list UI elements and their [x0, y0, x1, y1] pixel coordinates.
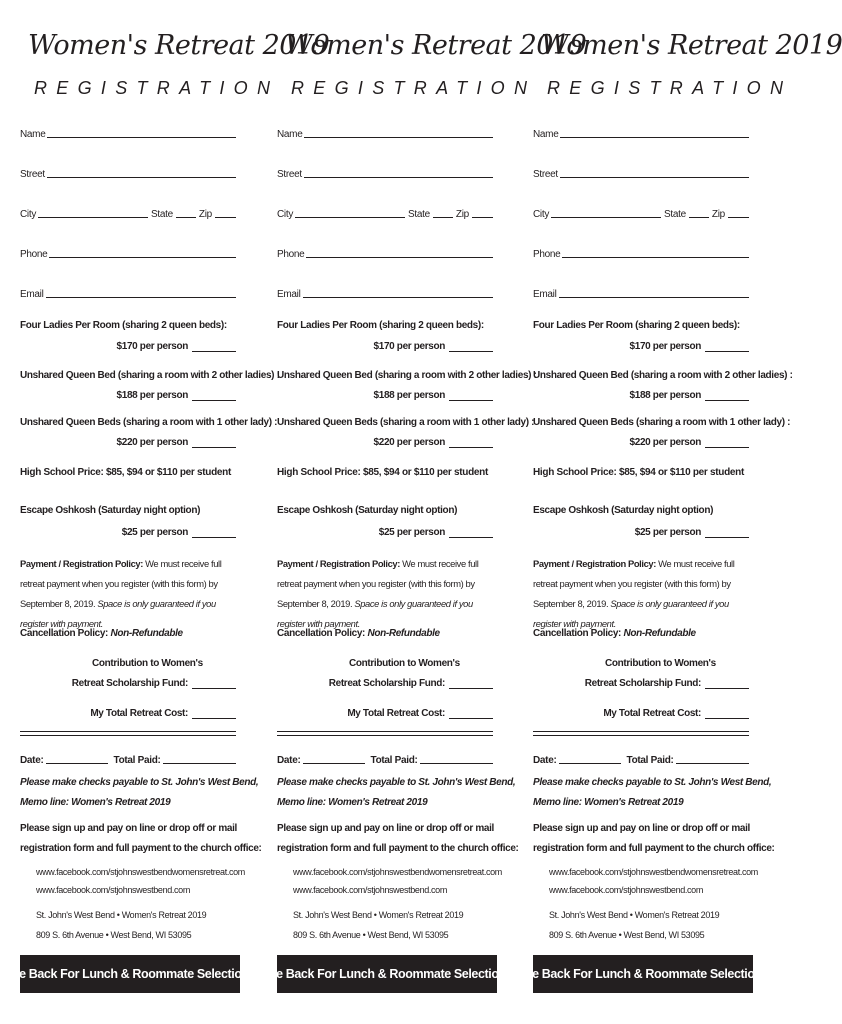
- option-escape-oshkosh-price[interactable]: [635, 527, 749, 538]
- option-unshared-two-price[interactable]: [630, 390, 749, 401]
- cancellation-heading: Cancellation Policy:: [20, 628, 111, 639]
- amount-line[interactable]: [449, 529, 493, 538]
- city-line[interactable]: [38, 208, 148, 218]
- email-field[interactable]: [533, 286, 749, 300]
- option-four-ladies: Four Ladies Per Room (sharing 2 queen beds):: [277, 320, 484, 331]
- checks-payable: Please make checks payable to St. John's West Bend,: [277, 777, 516, 788]
- signup-instruction-1: Please sign up and pay on line or drop off or mail: [277, 823, 494, 834]
- price-label: $220 per person: [116, 437, 188, 448]
- paid-line[interactable]: [420, 754, 493, 764]
- payment-policy-text: We must receive full retreat payment when you register (with this form) by September 8, 2019.: [277, 558, 479, 609]
- phone-field[interactable]: [277, 246, 493, 260]
- url-retreat[interactable]: www.facebook.com/stjohnswestbendwomensretreat.com: [36, 867, 245, 877]
- payment-policy: [533, 554, 749, 634]
- paid-label: Total Paid:: [370, 755, 418, 766]
- option-unshared-two: Unshared Queen Bed (sharing a room with 2 other ladies) :: [533, 370, 793, 381]
- option-unshared-one: Unshared Queen Beds (sharing a room with 1 other lady) :: [277, 417, 535, 428]
- option-escape-oshkosh-price[interactable]: [122, 527, 236, 538]
- price-label: $220 per person: [629, 437, 701, 448]
- option-high-school[interactable]: [277, 464, 493, 478]
- price-label: $170 per person: [373, 341, 445, 352]
- divider: [20, 731, 236, 736]
- phone-label: Phone: [20, 249, 48, 260]
- amount-line[interactable]: [449, 710, 493, 719]
- signup-instruction-1: Please sign up and pay on line or drop off or mail: [533, 823, 750, 834]
- zip-line[interactable]: [215, 208, 236, 218]
- registration-form: [261, 0, 587, 1024]
- street-line[interactable]: [47, 168, 236, 178]
- name-label: Name: [277, 129, 303, 140]
- street-label: Street: [277, 169, 302, 180]
- amount-line[interactable]: [449, 439, 493, 448]
- price-label: $25 per person: [121, 527, 188, 538]
- amount-line[interactable]: [449, 392, 493, 401]
- amount-line[interactable]: [705, 439, 749, 448]
- divider: [533, 731, 749, 736]
- paid-line[interactable]: [163, 754, 236, 764]
- state-label: State: [151, 209, 173, 220]
- contribution-field[interactable]: [72, 678, 236, 689]
- city-line[interactable]: [551, 208, 661, 218]
- zip-line[interactable]: [472, 208, 493, 218]
- city-state-zip-field[interactable]: [533, 206, 749, 220]
- option-unshared-two: Unshared Queen Bed (sharing a room with 2 other ladies) :: [277, 370, 537, 381]
- name-line[interactable]: [560, 128, 749, 138]
- amount-line[interactable]: [705, 392, 749, 401]
- street-field[interactable]: [533, 166, 749, 180]
- option-four-ladies: Four Ladies Per Room (sharing 2 queen beds):: [20, 320, 227, 331]
- registration-form: [4, 0, 330, 1024]
- option-unshared-one: Unshared Queen Beds (sharing a room with 1 other lady) :: [533, 417, 791, 428]
- street-field[interactable]: [20, 166, 236, 180]
- street-label: Street: [533, 169, 558, 180]
- total-cost-label: My Total Retreat Cost:: [90, 708, 188, 719]
- amount-line[interactable]: [192, 710, 236, 719]
- form-subtitle: REGISTRATION: [34, 78, 280, 98]
- state-label: State: [664, 209, 686, 220]
- signup-instruction-2: registration form and full payment to the church office:: [20, 843, 262, 854]
- payment-policy-text: We must receive full retreat payment when you register (with this form) by September 8, 2019.: [533, 558, 735, 609]
- option-four-ladies: Four Ladies Per Room (sharing 2 queen beds):: [533, 320, 740, 331]
- option-escape-oshkosh: Escape Oshkosh (Saturday night option): [20, 505, 201, 516]
- memo-line: Memo line: Women's Retreat 2019: [20, 797, 171, 808]
- high-school-label: High School Price: $85, $94 or $110 per student: [277, 467, 488, 478]
- price-label: $25 per person: [378, 527, 445, 538]
- total-cost-label: My Total Retreat Cost:: [603, 708, 701, 719]
- city-state-zip-field[interactable]: [20, 206, 236, 220]
- option-high-school[interactable]: [20, 464, 236, 478]
- email-line[interactable]: [559, 288, 749, 298]
- url-church[interactable]: www.facebook.com/stjohnswestbend.com: [36, 885, 190, 895]
- date-paid-field[interactable]: [533, 752, 749, 766]
- date-line[interactable]: [303, 754, 365, 764]
- date-label: Date:: [20, 755, 44, 766]
- see-back-banner: See Back For Lunch & Roommate Selections: [533, 955, 753, 993]
- checks-payable: Please make checks payable to St. John's West Bend,: [533, 777, 772, 788]
- cancellation-heading: Cancellation Policy:: [277, 628, 368, 639]
- contribution-label-1: Contribution to Women's: [605, 658, 716, 669]
- street-line[interactable]: [560, 168, 749, 178]
- amount-line[interactable]: [192, 680, 236, 689]
- address-line-1: St. John's West Bend • Women's Retreat 2019: [36, 910, 207, 920]
- address-line-2: 809 S. 6th Avenue • West Bend, WI 53095: [293, 930, 449, 940]
- cancellation-value: Non-Refundable: [110, 628, 183, 639]
- address-line-2: 809 S. 6th Avenue • West Bend, WI 53095: [36, 930, 192, 940]
- form-title: Women's Retreat 2019: [285, 30, 587, 61]
- form-title: Women's Retreat 2019: [541, 30, 842, 61]
- state-line[interactable]: [433, 208, 453, 218]
- contribution-label-2: Retreat Scholarship Fund:: [328, 678, 445, 689]
- zip-label: Zip: [711, 209, 725, 220]
- divider: [277, 731, 493, 736]
- amount-line[interactable]: [192, 439, 236, 448]
- amount-line[interactable]: [192, 392, 236, 401]
- name-field[interactable]: [20, 126, 236, 140]
- state-line[interactable]: [176, 208, 196, 218]
- email-field[interactable]: [20, 286, 236, 300]
- cancellation-value: Non-Refundable: [367, 628, 440, 639]
- high-school-label: High School Price: $85, $94 or $110 per student: [533, 467, 744, 478]
- high-school-label: High School Price: $85, $94 or $110 per student: [20, 467, 231, 478]
- name-field[interactable]: [277, 126, 493, 140]
- option-four-ladies-price[interactable]: [117, 341, 236, 352]
- city-label: City: [20, 209, 37, 220]
- cancellation-policy: [533, 628, 696, 639]
- name-field[interactable]: [533, 126, 749, 140]
- payment-policy-note: Space is only guaranteed if you register with payment.: [277, 598, 473, 629]
- url-church[interactable]: www.facebook.com/stjohnswestbend.com: [549, 885, 703, 895]
- paid-label: Total Paid:: [113, 755, 161, 766]
- signup-instruction-2: registration form and full payment to the church office:: [533, 843, 775, 854]
- total-cost-field[interactable]: [90, 708, 236, 719]
- date-line[interactable]: [46, 754, 108, 764]
- phone-line[interactable]: [49, 248, 236, 258]
- address-line-1: St. John's West Bend • Women's Retreat 2019: [549, 910, 720, 920]
- email-label: Email: [533, 289, 557, 300]
- option-four-ladies-price[interactable]: [630, 341, 749, 352]
- state-label: State: [408, 209, 430, 220]
- cancellation-heading: Cancellation Policy:: [533, 628, 624, 639]
- phone-label: Phone: [277, 249, 305, 260]
- amount-line[interactable]: [449, 343, 493, 352]
- zip-label: Zip: [455, 209, 469, 220]
- date-paid-field[interactable]: [277, 752, 493, 766]
- name-line[interactable]: [304, 128, 493, 138]
- state-line[interactable]: [689, 208, 709, 218]
- url-retreat[interactable]: www.facebook.com/stjohnswestbendwomensretreat.com: [549, 867, 758, 877]
- option-high-school[interactable]: [533, 464, 749, 478]
- email-label: Email: [277, 289, 301, 300]
- price-label: $188 per person: [629, 390, 701, 401]
- option-escape-oshkosh: Escape Oshkosh (Saturday night option): [277, 505, 458, 516]
- option-escape-oshkosh: Escape Oshkosh (Saturday night option): [533, 505, 714, 516]
- address-line-1: St. John's West Bend • Women's Retreat 2019: [293, 910, 464, 920]
- name-label: Name: [20, 129, 46, 140]
- payment-policy-heading: Payment / Registration Policy:: [20, 558, 143, 569]
- date-line[interactable]: [559, 754, 621, 764]
- option-unshared-one-price[interactable]: [374, 437, 493, 448]
- option-unshared-one-price[interactable]: [630, 437, 749, 448]
- option-unshared-two-price[interactable]: [117, 390, 236, 401]
- email-label: Email: [20, 289, 44, 300]
- url-retreat[interactable]: www.facebook.com/stjohnswestbendwomensretreat.com: [293, 867, 502, 877]
- memo-line: Memo line: Women's Retreat 2019: [277, 797, 428, 808]
- paid-label: Total Paid:: [626, 755, 674, 766]
- form-subtitle: REGISTRATION: [547, 78, 793, 98]
- street-label: Street: [20, 169, 45, 180]
- address-line-2: 809 S. 6th Avenue • West Bend, WI 53095: [549, 930, 705, 940]
- price-label: $170 per person: [629, 341, 701, 352]
- city-line[interactable]: [295, 208, 405, 218]
- see-back-banner: See Back For Lunch & Roommate Selections: [277, 955, 497, 993]
- contribution-label-1: Contribution to Women's: [349, 658, 460, 669]
- price-label: $170 per person: [116, 341, 188, 352]
- memo-line: Memo line: Women's Retreat 2019: [533, 797, 684, 808]
- price-label: $188 per person: [373, 390, 445, 401]
- paid-line[interactable]: [676, 754, 749, 764]
- payment-policy-heading: Payment / Registration Policy:: [277, 558, 400, 569]
- amount-line[interactable]: [705, 529, 749, 538]
- email-line[interactable]: [46, 288, 236, 298]
- street-line[interactable]: [304, 168, 493, 178]
- form-title: Women's Retreat 2019: [28, 30, 330, 61]
- amount-line[interactable]: [705, 710, 749, 719]
- price-label: $220 per person: [373, 437, 445, 448]
- contribution-label-1: Contribution to Women's: [92, 658, 203, 669]
- phone-line[interactable]: [562, 248, 749, 258]
- total-cost-field[interactable]: [347, 708, 493, 719]
- amount-line[interactable]: [449, 680, 493, 689]
- cancellation-value: Non-Refundable: [623, 628, 696, 639]
- option-unshared-two-price[interactable]: [374, 390, 493, 401]
- email-field[interactable]: [277, 286, 493, 300]
- payment-policy: [277, 554, 493, 634]
- phone-line[interactable]: [306, 248, 493, 258]
- signup-instruction-1: Please sign up and pay on line or drop off or mail: [20, 823, 237, 834]
- cancellation-policy: [277, 628, 440, 639]
- see-back-banner: See Back For Lunch & Roommate Selections: [20, 955, 240, 993]
- date-label: Date:: [277, 755, 301, 766]
- amount-line[interactable]: [705, 343, 749, 352]
- date-paid-field[interactable]: [20, 752, 236, 766]
- option-four-ladies-price[interactable]: [374, 341, 493, 352]
- name-line[interactable]: [47, 128, 236, 138]
- payment-policy: [20, 554, 236, 634]
- phone-field[interactable]: [20, 246, 236, 260]
- city-label: City: [533, 209, 550, 220]
- option-unshared-one-price[interactable]: [117, 437, 236, 448]
- date-label: Date:: [533, 755, 557, 766]
- total-cost-label: My Total Retreat Cost:: [347, 708, 445, 719]
- contribution-label-2: Retreat Scholarship Fund:: [71, 678, 188, 689]
- phone-label: Phone: [533, 249, 561, 260]
- phone-field[interactable]: [533, 246, 749, 260]
- amount-line[interactable]: [192, 529, 236, 538]
- option-unshared-one: Unshared Queen Beds (sharing a room with 1 other lady) :: [20, 417, 278, 428]
- checks-payable: Please make checks payable to St. John's West Bend,: [20, 777, 259, 788]
- zip-label: Zip: [198, 209, 212, 220]
- price-label: $25 per person: [634, 527, 701, 538]
- cancellation-policy: [20, 628, 183, 639]
- street-field[interactable]: [277, 166, 493, 180]
- registration-form: [517, 0, 842, 1024]
- option-unshared-two: Unshared Queen Bed (sharing a room with 2 other ladies) :: [20, 370, 280, 381]
- url-church[interactable]: www.facebook.com/stjohnswestbend.com: [293, 885, 447, 895]
- contribution-field[interactable]: [585, 678, 749, 689]
- payment-policy-heading: Payment / Registration Policy:: [533, 558, 656, 569]
- contribution-field[interactable]: [329, 678, 493, 689]
- amount-line[interactable]: [705, 680, 749, 689]
- payment-policy-text: We must receive full retreat payment when you register (with this form) by September 8, 2019.: [20, 558, 222, 609]
- city-label: City: [277, 209, 294, 220]
- price-label: $188 per person: [116, 390, 188, 401]
- total-cost-field[interactable]: [603, 708, 749, 719]
- name-label: Name: [533, 129, 559, 140]
- payment-policy-note: Space is only guaranteed if you register with payment.: [20, 598, 216, 629]
- zip-line[interactable]: [728, 208, 749, 218]
- form-subtitle: REGISTRATION: [291, 78, 537, 98]
- email-line[interactable]: [303, 288, 493, 298]
- contribution-label-2: Retreat Scholarship Fund:: [584, 678, 701, 689]
- payment-policy-note: Space is only guaranteed if you register with payment.: [533, 598, 729, 629]
- city-state-zip-field[interactable]: [277, 206, 493, 220]
- option-escape-oshkosh-price[interactable]: [379, 527, 493, 538]
- signup-instruction-2: registration form and full payment to the church office:: [277, 843, 519, 854]
- amount-line[interactable]: [192, 343, 236, 352]
